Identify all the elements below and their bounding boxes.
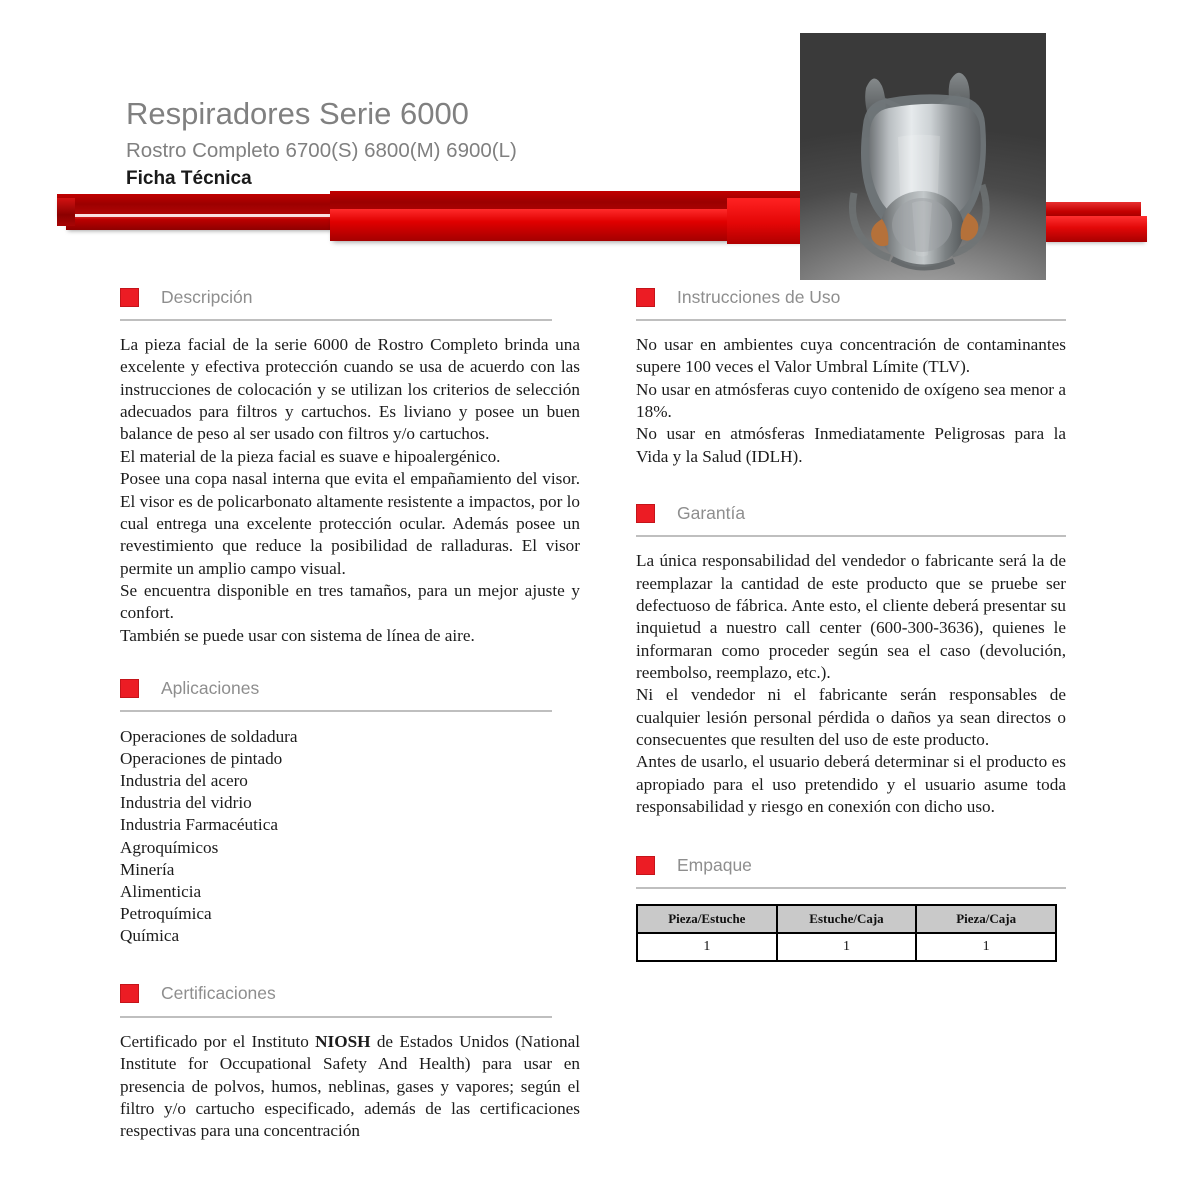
paragraph: No usar en atmósferas Inmediatamente Peligrosas para la Vida y la Salud (IDLH). xyxy=(636,424,1066,466)
table-row xyxy=(637,933,1056,961)
title-block xyxy=(126,96,746,191)
paragraph: No usar en ambientes cuya concentración de contaminantes supere 100 veces el Valor Umbral Límite (TLV). xyxy=(636,335,1066,377)
list-item: Minería xyxy=(120,859,175,879)
garantia-body xyxy=(636,550,1066,818)
table-header-row xyxy=(637,905,1056,933)
page-subtitle: Rostro Completo 6700(S) 6800(M) 6900(L) xyxy=(126,138,517,162)
section-title: Garantía xyxy=(677,502,746,523)
empaque-table xyxy=(636,904,1057,962)
paragraph: La pieza facial de la serie 6000 de Rostro Completo brinda una excelente y efectiva protección cuando se usa de acuerdo con las instrucciones de colocación y se utilizan los criterios de selección adecuados para filtros y cartuchos. Es liviano y posee un buen balance de peso al ser usado con filtros y/o cartuchos. xyxy=(120,335,580,444)
list-item: Operaciones de pintado xyxy=(120,749,283,769)
section-header-certificaciones xyxy=(120,979,580,1009)
column-header: Estuche/Caja xyxy=(777,905,917,933)
section-title: Empaque xyxy=(677,854,752,875)
list-item: Operaciones de soldadura xyxy=(120,727,298,747)
spacer xyxy=(636,818,1066,850)
instrucciones-body xyxy=(636,334,1066,468)
section-divider xyxy=(120,1016,552,1018)
section-divider xyxy=(636,319,1066,321)
list-item: Agroquímicos xyxy=(120,837,219,857)
section-garantia xyxy=(636,498,1066,818)
list-item: Petroquímica xyxy=(120,903,212,923)
section-title: Descripción xyxy=(161,286,253,307)
spacer xyxy=(120,647,580,673)
paragraph: Posee una copa nasal interna que evita el empañamiento del visor. El visor es de policarbonato altamente resistente a impactos, por lo cual entrega una excelente protección ocular. Además posee un revestimiento que reduce la posibilidad de ralladuras. El visor permite un amplio campo visual. xyxy=(120,469,580,578)
table-cell: 1 xyxy=(637,933,777,961)
section-certificaciones xyxy=(120,979,580,1143)
paragraph: La única responsabilidad del vendedor o fabricante será la de reemplazar la cantidad de este producto que se pruebe ser defectuoso de fábrica. Ante esto, el cliente deberá presentar su inquietud a nuestro call center (600-300-3636), quienes le informaran como proceder según sea el caso (devolución, reembolso, reemplazo, etc.). xyxy=(636,551,1066,682)
banner-bar-left-cap xyxy=(57,198,75,226)
page-title: Respiradores Serie 6000 xyxy=(126,96,469,131)
section-title: Instrucciones de Uso xyxy=(677,286,841,307)
paragraph: Antes de usarlo, el usuario deberá determinar si el producto es apropiado para el uso pretendido y el usuario asume toda responsabilidad y riesgo en conexión con dicho uso. xyxy=(636,752,1066,817)
banner-bar-block-left-of-photo xyxy=(727,198,810,244)
red-square-bullet-icon xyxy=(636,288,655,307)
cert-text-before: Certificado por el Instituto xyxy=(120,1031,316,1051)
left-column xyxy=(120,282,580,1143)
paragraph: El material de la pieza facial es suave e hipoalergénico. xyxy=(120,446,501,466)
column-header: Pieza/Estuche xyxy=(637,905,777,933)
list-item: Industria del acero xyxy=(120,771,248,791)
list-item: Industria del vidrio xyxy=(120,793,252,813)
table-cell: 1 xyxy=(777,933,917,961)
section-divider xyxy=(120,710,552,712)
cert-text-after: de Estados Unidos (National Institute for Occupational Safety And Health) para usar en presencia de polvos, humos, neblinas, gases y vapores; según el filtro y/o cartucho especificado, además de las certificaciones respectivas para una concentración xyxy=(120,1031,580,1141)
aplicaciones-list xyxy=(120,726,580,947)
list-item: Alimenticia xyxy=(120,881,202,901)
descripcion-body xyxy=(120,334,580,647)
list-item: Química xyxy=(120,925,180,945)
section-instrucciones xyxy=(636,282,1066,468)
banner-bar-right-lower xyxy=(1043,216,1147,242)
section-header-empaque xyxy=(636,850,1066,880)
respirator-mask-illustration xyxy=(800,33,1046,280)
section-divider xyxy=(120,319,552,321)
table-cell: 1 xyxy=(916,933,1056,961)
spacer xyxy=(120,947,580,979)
certificaciones-body xyxy=(120,1031,580,1143)
red-square-bullet-icon xyxy=(120,984,139,1003)
section-header-aplicaciones xyxy=(120,673,580,703)
red-square-bullet-icon xyxy=(636,504,655,523)
column-header: Pieza/Caja xyxy=(916,905,1056,933)
paragraph: No usar en atmósferas cuyo contenido de oxígeno sea menor a 18%. xyxy=(636,379,1066,422)
paragraph: Se encuentra disponible en tres tamaños, para un mejor ajuste y confort. xyxy=(120,580,580,623)
banner-bar-left-upper xyxy=(57,194,334,216)
paragraph xyxy=(120,1031,580,1143)
paragraph: También se puede usar con sistema de línea de aire. xyxy=(120,625,475,645)
red-square-bullet-icon xyxy=(120,288,139,307)
red-square-bullet-icon xyxy=(120,679,139,698)
section-divider xyxy=(636,887,1066,889)
paragraph: Ni el vendedor ni el fabricante serán responsables de cualquier lesión personal pérdida o daños ya sean directos o consecuentes que resulten del uso de este producto. xyxy=(636,685,1066,750)
section-empaque xyxy=(636,850,1066,962)
list-item: Industria Farmacéutica xyxy=(120,815,278,835)
section-title: Aplicaciones xyxy=(161,677,260,698)
section-header-descripcion xyxy=(120,282,580,312)
section-divider xyxy=(636,535,1066,537)
red-square-bullet-icon xyxy=(636,856,655,875)
document-header xyxy=(0,0,1200,262)
section-descripcion xyxy=(120,282,580,647)
section-header-instrucciones xyxy=(636,282,1066,312)
banner-bar-highlight xyxy=(75,214,333,217)
page-kicker: Ficha Técnica xyxy=(126,168,252,190)
spacer xyxy=(636,468,1066,498)
cert-bold-term: NIOSH xyxy=(315,1031,371,1051)
section-aplicaciones xyxy=(120,673,580,947)
product-photo xyxy=(800,33,1046,280)
section-header-garantia xyxy=(636,498,1066,528)
section-title: Certificaciones xyxy=(161,983,276,1004)
right-column xyxy=(636,282,1066,962)
